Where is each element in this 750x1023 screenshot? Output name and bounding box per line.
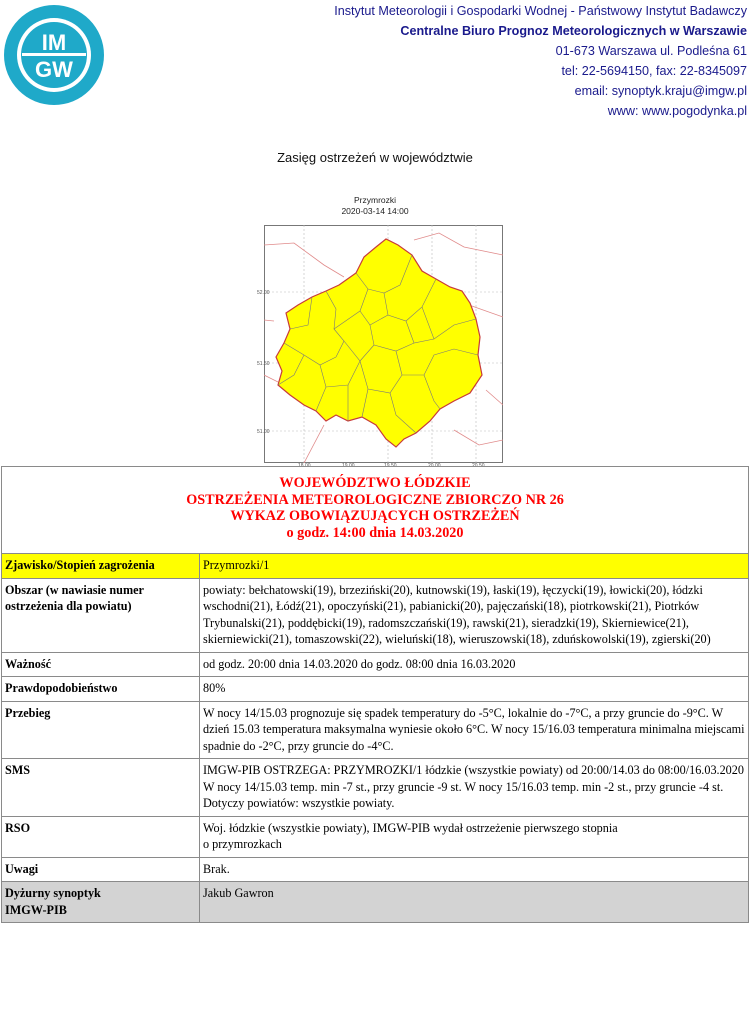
header-phone: tel: 22-5694150, fax: 22-8345097 <box>561 64 747 78</box>
row-label: Prawdopodobieństwo <box>2 677 200 702</box>
title-line: WOJEWÓDZTWO ŁÓDZKIE <box>279 475 471 491</box>
table-row <box>2 554 749 579</box>
row-value: powiaty: bełchatowski(19), brzeziński(20), kutnowski(19), łaski(19), łęczycki(19), łowicki(20), łódzki wschodni(21), Łódź(21), opoczyński(21), pabianicki(20), pajęczański(18), piotrkowski(21), Piotrków Trybunalski(21), poddębicki(19), radomszczański(19), rawski(21), sieradzki(19), Skierniewice(21), skierniewicki(21), tomaszowski(22), wieluński(18), wieruszowski(18), zduńskowolski(19), zgierski(20) <box>200 578 749 652</box>
institute-header <box>334 1 747 121</box>
map-datetime: 2020-03-14 14:00 <box>341 206 409 216</box>
row-value: od godz. 20:00 dnia 14.03.2020 do godz. 08:00 dnia 16.03.2020 <box>200 652 749 677</box>
row-value: IMGW-PIB OSTRZEGA: PRZYMROZKI/1 łódzkie (wszystkie powiaty) od 20:00/14.03 do 08:00/16.03.2020 W nocy 14/15.03 temp. min -7 st., przy gruncie -9 st. W nocy 15/16.03 temp. min -2 st., przy gruncie -4 st. Dotyczy powiatów: wszystkie powiaty. <box>200 759 749 817</box>
forecaster-label-line: Dyżurny synoptyk <box>5 886 101 900</box>
lon-tick: 20.50 <box>472 463 485 469</box>
map-phenomenon: Przymrozki <box>353 195 397 205</box>
table-row <box>2 701 749 759</box>
forecaster-name: Jakub Gawron <box>200 882 749 923</box>
warning-map <box>264 225 503 463</box>
row-value <box>200 816 749 857</box>
table-row <box>2 857 749 882</box>
page-title: Zasięg ostrzeżeń w województwie <box>277 150 473 165</box>
svg-text:GW: GW <box>35 57 73 82</box>
row-label <box>2 882 200 923</box>
row-label: Ważność <box>2 652 200 677</box>
imgw-logo <box>2 3 106 107</box>
header-institute-name: Instytut Meteorologii i Gospodarki Wodnej - Państwowy Instytut Badawczy <box>334 4 747 18</box>
row-value: Przymrozki/1 <box>200 554 749 579</box>
row-value: W nocy 14/15.03 prognozuje się spadek temperatury do -5°C, lokalnie do -7°C, a przy gruncie do -9°C. W dzień 15.03 temperatura maksymalna wyniesie około 6°C. W nocy 15/16.03 temperatura minimalna miejscami spadnie do -2°C, przy gruncie do -4°C. <box>200 701 749 759</box>
table-row <box>2 677 749 702</box>
lon-tick: 19.50 <box>384 463 397 469</box>
row-label: RSO <box>2 816 200 857</box>
lat-tick: 51.00 <box>257 429 270 435</box>
row-label: Zjawisko/Stopień zagrożenia <box>2 554 200 579</box>
table-row <box>2 578 749 652</box>
rso-line: o przymrozkach <box>203 837 282 851</box>
row-value: Brak. <box>200 857 749 882</box>
lon-tick: 18.00 <box>298 463 311 469</box>
header-website[interactable]: www: www.pogodynka.pl <box>607 104 747 118</box>
rso-line: Woj. łódzkie (wszystkie powiaty), IMGW-PIB wydał ostrzeżenie pierwszego stopnia <box>203 820 618 835</box>
row-value: 80% <box>200 677 749 702</box>
forecaster-label-line: IMGW-PIB <box>5 902 67 917</box>
lon-tick: 20.00 <box>428 463 441 469</box>
row-label: SMS <box>2 759 200 817</box>
table-row <box>2 759 749 817</box>
row-label: Uwagi <box>2 857 200 882</box>
row-label: Obszar (w nawiasie numer ostrzeżenia dla powiatu) <box>2 578 200 652</box>
svg-text:IM: IM <box>41 30 67 55</box>
lat-tick: 52.00 <box>257 290 270 296</box>
lat-tick: 51.50 <box>257 361 270 367</box>
title-line: o godz. 14:00 dnia 14.03.2020 <box>286 524 464 541</box>
table-row <box>2 816 749 857</box>
header-address: 01-673 Warszawa ul. Podleśna 61 <box>555 44 747 58</box>
table-row <box>2 652 749 677</box>
title-line: OSTRZEŻENIA METEOROLOGICZNE ZBIORCZO NR 26 <box>186 491 564 508</box>
title-line: WYKAZ OBOWIĄZUJĄCYCH OSTRZEŻEŃ <box>230 508 520 524</box>
header-bureau-name: Centralne Biuro Prognoz Meteorologicznych w Warszawie <box>400 24 747 38</box>
table-row <box>2 882 749 923</box>
header-email[interactable]: email: synoptyk.kraju@imgw.pl <box>574 84 747 98</box>
lon-tick: 19.00 <box>342 463 355 469</box>
warning-title <box>2 467 749 554</box>
warning-table <box>1 466 749 923</box>
row-label: Przebieg <box>2 701 200 759</box>
